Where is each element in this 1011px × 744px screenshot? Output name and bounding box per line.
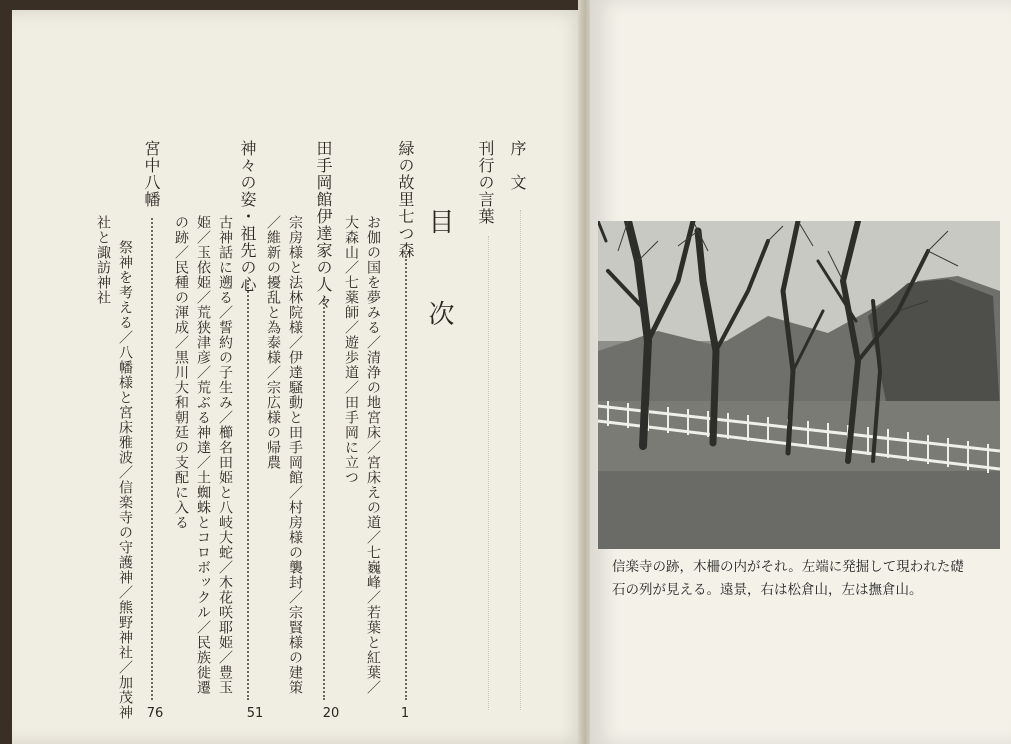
chapter-1-sub-line-2: 大森山／七薬師／遊歩道／田手岡に立つ — [343, 215, 359, 485]
photo-caption-line-1: 信楽寺の跡，木柵の内がそれ。左端に発掘して現われた礎 — [612, 559, 964, 575]
photo-caption — [612, 556, 997, 602]
chapter-1-sub-line-1: お伽の国を夢みる／清浄の地宮床／宮床えの道／七巍峰／若葉と紅葉／ — [365, 215, 381, 695]
chapter-2-sub-line-2: ／維新の擾乱と為泰様／宗広様の帰農 — [265, 215, 281, 470]
temple-ruins-photo — [598, 221, 1000, 549]
chapter-2-sub-line-1: 宗房様と法林院様／伊達騒動と田手岡館／村房様の襲封／宗賢様の建策 — [287, 215, 303, 695]
toc-title: 目 次 — [424, 208, 454, 346]
foreword-leader — [488, 236, 489, 710]
chapter-3-sub-line-3: の跡／民種の渾成／黒川大和朝廷の支配に入る — [173, 215, 189, 530]
temple-ruins-photo-image — [598, 221, 1000, 549]
chapter-4-title[interactable]: 宮中八幡 — [142, 140, 161, 208]
chapter-3-sub-line-1: 古神話に遡る／誓約の子生み／櫛名田姫と八岐大蛇／木花咲耶姫／豊玉 — [217, 215, 233, 695]
chapter-1-page: 1 — [400, 706, 410, 721]
toc-foreword[interactable]: 刊行の言葉 — [476, 140, 495, 225]
chapter-3-leader — [247, 280, 249, 700]
chapter-4-sub-line-1: 祭神を考える／八幡様と宮床雅波／信楽寺の守護神／熊野神社／加茂神 — [117, 240, 133, 720]
chapter-4-page: 76 — [146, 706, 164, 721]
chapter-3-title[interactable]: 神々の姿・祖先の心 — [238, 140, 257, 293]
chapter-2-page: 20 — [322, 706, 340, 721]
preface-leader — [520, 210, 521, 710]
chapter-2-title[interactable]: 田手岡館伊達家の人々 — [314, 140, 333, 310]
chapter-3-sub-line-2: 姫／玉依姫／荒狭津彦／荒ぶる神達／土蜘蛛とコロボックル／民族徙遷 — [195, 215, 211, 695]
chapter-4-sub-line-2: 社と諏訪神社 — [95, 215, 111, 305]
chapter-1-leader — [405, 256, 407, 700]
chapter-4-leader — [151, 218, 153, 700]
chapter-3-page: 51 — [246, 706, 264, 721]
chapter-1-title[interactable]: 緑の故里七つ森 — [396, 140, 415, 259]
chapter-2-leader — [323, 300, 325, 700]
toc-preface[interactable]: 序 文 — [508, 140, 527, 191]
photo-caption-line-2: 石の列が見える。遠景，右は松倉山，左は撫倉山。 — [612, 582, 923, 598]
